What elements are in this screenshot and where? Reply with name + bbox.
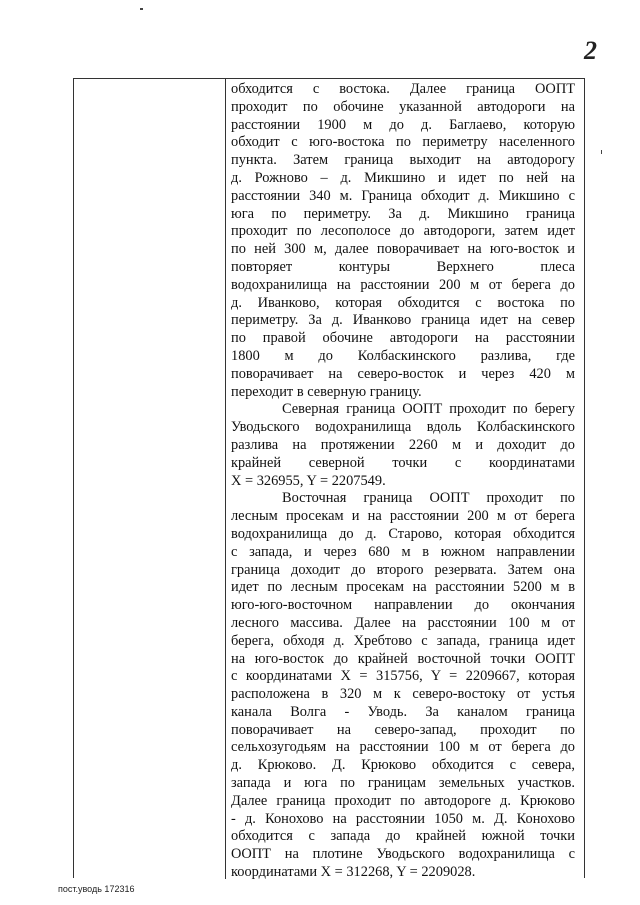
text-line: юга по периметру. За д. Микшино граница bbox=[231, 205, 575, 222]
text-line: запада и юга по границам земельных участков. bbox=[231, 775, 575, 792]
text-line: с координатами X = 315756, Y = 2209667, которая bbox=[231, 668, 575, 685]
text-line: расположена в 320 м к северо-востоку от устья bbox=[231, 686, 575, 703]
text-line: обходит с юго-востока по периметру населенного bbox=[231, 134, 575, 151]
text-line: обходится с запада до крайней южной точки bbox=[231, 828, 575, 845]
text-line: крайней северной точки с координатами bbox=[231, 454, 575, 471]
text-line: лесным просекам и на расстоянии 200 м от берега bbox=[231, 508, 575, 525]
text-line: юго-юго-восточном направлении до окончания bbox=[231, 597, 575, 614]
text-line: берега, обходя д. Хребтово с запада, граница идет bbox=[231, 632, 575, 649]
text-line: поворачивает на северо-запад, проходит по bbox=[231, 721, 575, 738]
text-line: X = 326955, Y = 2207549. bbox=[231, 472, 386, 489]
text-line: по ней 300 м, далее поворачивает на юго-восток и bbox=[231, 241, 575, 258]
text-line: Восточная граница ООПТ проходит по bbox=[282, 490, 575, 507]
boundary-description bbox=[231, 81, 575, 882]
page-number: 2 bbox=[584, 36, 597, 65]
text-line: д. Иванково, которая обходится с востока по bbox=[231, 294, 575, 311]
boundary-table bbox=[73, 78, 585, 881]
text-line: проходит по обочине указанной автодороги на bbox=[231, 98, 575, 115]
scan-speck bbox=[601, 150, 602, 154]
text-line: д. Рожново – д. Микшино и идет по ней на bbox=[231, 169, 575, 186]
paragraph bbox=[231, 490, 575, 882]
text-line: разлива на протяжении 2260 м и доходит до bbox=[231, 436, 575, 453]
text-line: лесного массива. Далее на расстоянии 100 м от bbox=[231, 614, 575, 631]
text-line: на юго-восток до крайней восточной точки ООПТ bbox=[231, 650, 575, 667]
text-line: расстоянии 1900 м до д. Баглаево, которую bbox=[231, 116, 575, 133]
text-line: расстоянии 340 м. Граница обходит д. Микшино с bbox=[231, 187, 575, 204]
text-line: Далее граница проходит по автодороге д. Крюково bbox=[231, 792, 575, 809]
text-line: водохранилища на расстоянии 200 м от берега до bbox=[231, 276, 575, 293]
text-line: ООПТ на плотине Уводьского водохранилища с bbox=[231, 846, 575, 863]
text-line: д. Крюково. Д. Крюково обходится с севера, bbox=[231, 757, 575, 774]
text-line: проходит по лесополосе до автодороги, затем идет bbox=[231, 223, 575, 240]
text-line: граница доходит до второго резервата. Затем она bbox=[231, 561, 575, 578]
text-line: по правой обочине автодороги на расстоянии bbox=[231, 330, 575, 347]
text-line: сельхозугодьям на расстоянии 100 м от берега до bbox=[231, 739, 575, 756]
text-line: идет по лесным просекам на расстоянии 5200 м в bbox=[231, 579, 575, 596]
text-line: канала Волга - Уводь. За каналом граница bbox=[231, 703, 575, 720]
text-line: пункта. Затем граница выходит на автодорогу bbox=[231, 152, 575, 169]
text-line: периметру. За д. Иванково граница идет на север bbox=[231, 312, 575, 329]
footer-reference: пост.уводь 172316 bbox=[58, 884, 135, 894]
text-line: повторяет контуры Верхнего плеса bbox=[231, 258, 575, 275]
text-line: с запада, и через 680 м в южном направлении bbox=[231, 543, 575, 560]
text-line: поворачивает на северо-восток и через 420 м bbox=[231, 365, 575, 382]
text-line: координатами X = 312268, Y = 2209028. bbox=[231, 864, 476, 881]
text-line: Северная граница ООПТ проходит по берегу bbox=[282, 401, 575, 418]
text-line: 1800 м до Колбаскинского разлива, где bbox=[231, 347, 575, 364]
scan-speck bbox=[140, 8, 143, 10]
column-divider bbox=[225, 79, 226, 879]
text-line: водохранилища до д. Старово, которая обходится bbox=[231, 525, 575, 542]
text-line: обходится с востока. Далее граница ООПТ bbox=[231, 81, 575, 97]
paragraph bbox=[231, 81, 575, 401]
text-line: переходит в северную границу. bbox=[231, 383, 422, 400]
text-line: Уводьского водохранилища вдоль Колбаскинского bbox=[231, 419, 575, 436]
paragraph bbox=[231, 401, 575, 490]
text-line: - д. Конохово на расстоянии 1050 м. Д. Конохово bbox=[231, 810, 575, 827]
